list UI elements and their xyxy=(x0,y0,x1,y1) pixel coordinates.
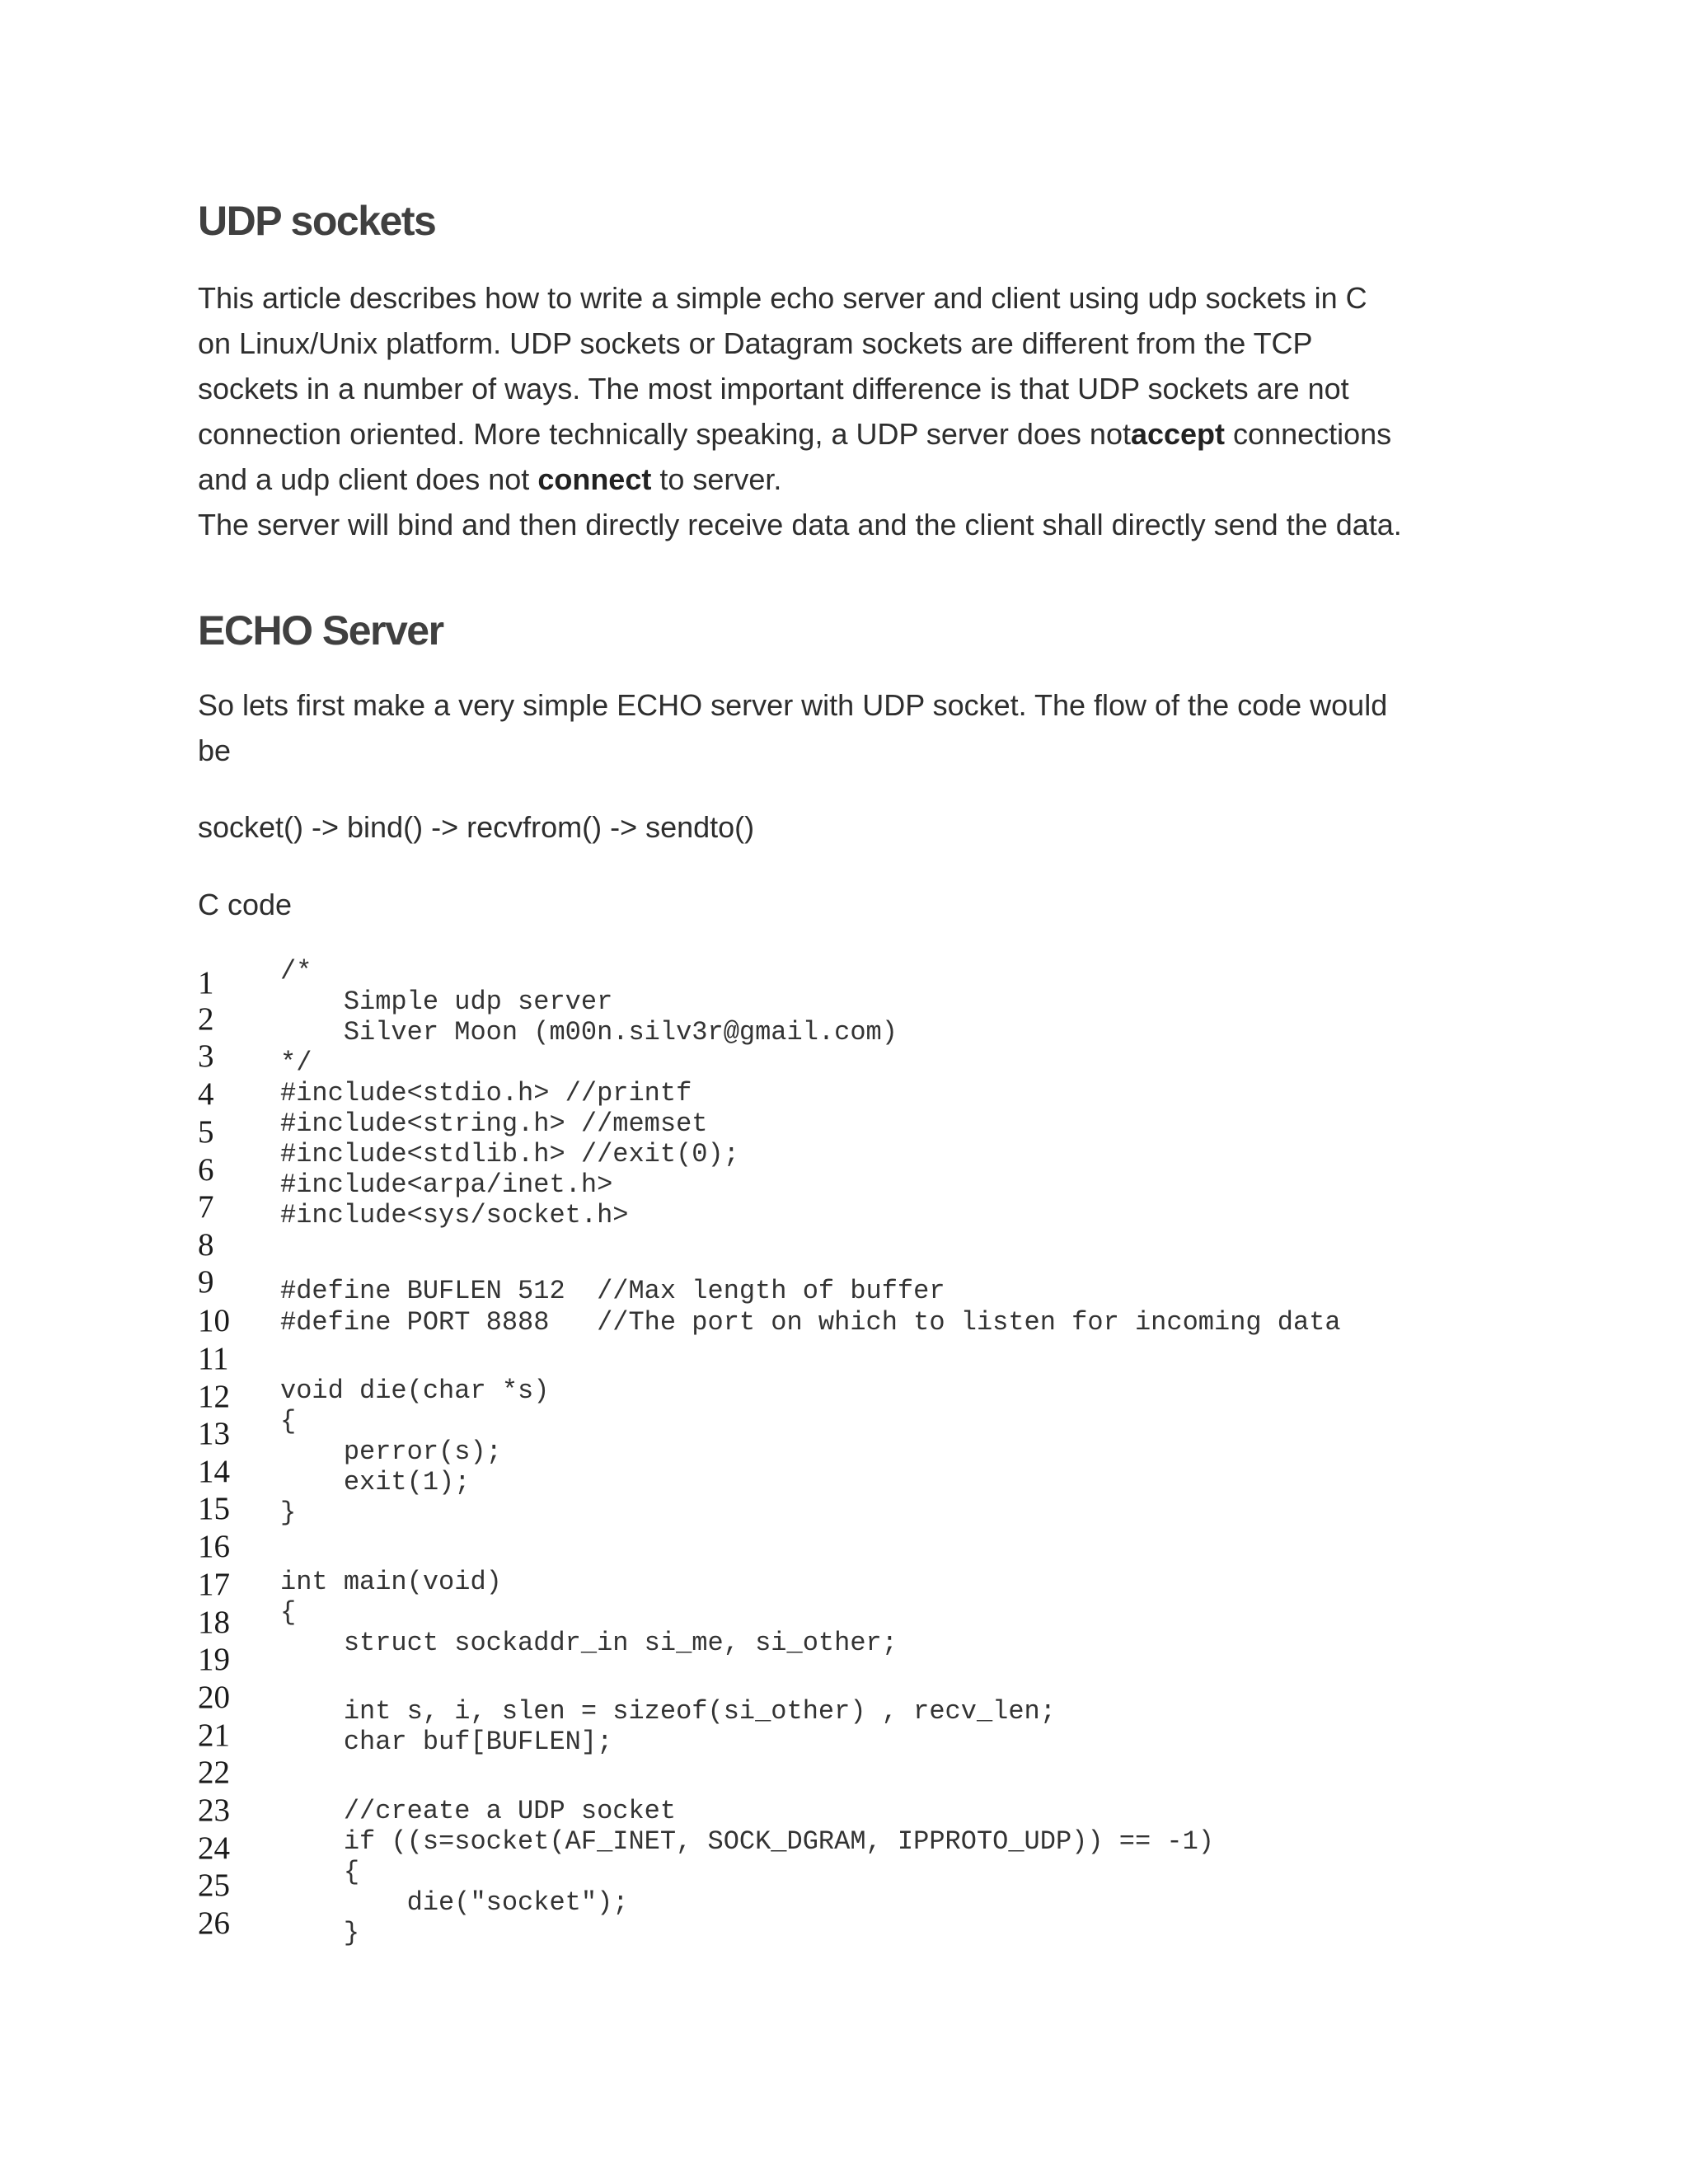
line-number: 7 xyxy=(198,1189,214,1225)
code-line: char buf[BUFLEN]; xyxy=(280,1727,613,1757)
intro-line-4-tail: connections xyxy=(1225,417,1392,451)
code-line: //create a UDP socket xyxy=(280,1796,677,1826)
code-line: #define PORT 8888 //The port on which to listen for incoming data xyxy=(280,1307,1341,1338)
line-number: 3 xyxy=(198,1038,214,1074)
intro-line-1: This article describes how to write a simple echo server and client using udp sockets in C xyxy=(198,281,1367,315)
code-line: if ((s=socket(AF_INET, SOCK_DGRAM, IPPROTO_UDP)) == -1) xyxy=(280,1826,1214,1857)
line-number: 20 xyxy=(198,1680,230,1715)
intro-line-2: on Linux/Unix platform. UDP sockets or Datagram sockets are different from the TCP xyxy=(198,326,1313,360)
line-number: 1 xyxy=(198,965,214,1001)
code-line: #include<stdio.h> //printf xyxy=(280,1078,692,1108)
line-number: 22 xyxy=(198,1755,230,1790)
heading-udp-sockets: UDP sockets xyxy=(198,198,436,244)
code-line: #define BUFLEN 512 //Max length of buffer xyxy=(280,1276,945,1306)
code-line: { xyxy=(280,1597,297,1628)
code-line: #include<string.h> //memset xyxy=(280,1108,708,1139)
line-number: 10 xyxy=(198,1303,230,1338)
keyword-connect: connect xyxy=(537,462,652,496)
code-line: #include<stdlib.h> //exit(0); xyxy=(280,1139,739,1169)
line-number: 21 xyxy=(198,1718,230,1753)
intro-line-4 xyxy=(198,411,1500,457)
code-line: Simple udp server xyxy=(280,987,613,1017)
echo-paragraph xyxy=(198,682,1500,773)
code-label xyxy=(198,882,1500,927)
code-line: /* xyxy=(280,956,312,987)
code-line: } xyxy=(280,1918,360,1948)
line-number: 16 xyxy=(198,1529,230,1564)
line-number: 2 xyxy=(198,1001,214,1037)
line-number: 12 xyxy=(198,1379,230,1414)
line-number: 4 xyxy=(198,1076,214,1112)
intro-line-5-tail: to server. xyxy=(651,462,782,496)
code-line: { xyxy=(280,1406,297,1436)
line-number: 5 xyxy=(198,1114,214,1150)
code-line: struct sockaddr_in si_me, si_other; xyxy=(280,1628,898,1658)
line-number: 14 xyxy=(198,1454,230,1489)
code-line: Silver Moon (m00n.silv3r@gmail.com) xyxy=(280,1017,898,1047)
code-line: } xyxy=(280,1497,297,1528)
line-number: 15 xyxy=(198,1491,230,1526)
code-line: perror(s); xyxy=(280,1436,502,1467)
intro-paragraph xyxy=(198,275,1500,547)
intro-line-6: The server will bind and then directly receive data and the client shall directly send the data. xyxy=(198,508,1402,541)
code-line: int main(void) xyxy=(280,1567,502,1597)
code-line: void die(char *s) xyxy=(280,1376,550,1406)
code-label-text: C code xyxy=(198,888,293,921)
line-number: 6 xyxy=(198,1152,214,1188)
intro-line-4-text: connection oriented. More technically speaking, a UDP server does not xyxy=(198,417,1131,451)
code-line: */ xyxy=(280,1047,312,1078)
intro-line-5 xyxy=(198,457,1500,502)
echo-line-2: be xyxy=(198,733,232,767)
code-line: #include<sys/socket.h> xyxy=(280,1200,629,1230)
echo-line-1: So lets first make a very simple ECHO server with UDP socket. The flow of the code would xyxy=(198,688,1388,722)
line-number: 24 xyxy=(198,1830,230,1866)
flow-line: socket() -> bind() -> recvfrom() -> sendto() xyxy=(198,810,755,844)
line-number: 13 xyxy=(198,1416,230,1451)
line-number: 18 xyxy=(198,1605,230,1640)
intro-line-5-text: and a udp client does not xyxy=(198,462,538,496)
line-number: 26 xyxy=(198,1905,230,1941)
line-number: 25 xyxy=(198,1868,230,1903)
line-number: 19 xyxy=(198,1642,230,1677)
code-line: #include<arpa/inet.h> xyxy=(280,1169,613,1200)
intro-line-3: sockets in a number of ways. The most important difference is that UDP sockets are not xyxy=(198,372,1349,405)
code-line: die("socket"); xyxy=(280,1887,629,1918)
line-number: 9 xyxy=(198,1264,214,1300)
line-number: 11 xyxy=(198,1341,229,1376)
line-number: 8 xyxy=(198,1227,214,1263)
code-line: { xyxy=(280,1857,360,1887)
line-number: 17 xyxy=(198,1567,230,1602)
code-line: int s, i, slen = sizeof(si_other) , recv_len; xyxy=(280,1696,1056,1727)
line-number: 23 xyxy=(198,1793,230,1828)
flow-text xyxy=(198,804,1500,850)
code-line: exit(1); xyxy=(280,1467,471,1497)
heading-echo-server: ECHO Server xyxy=(198,607,443,654)
keyword-accept: accept xyxy=(1130,417,1226,451)
